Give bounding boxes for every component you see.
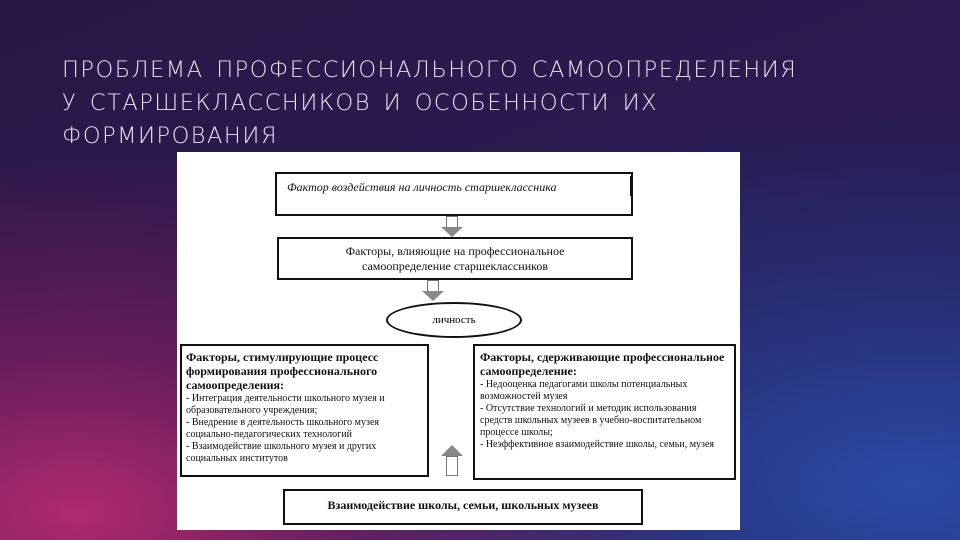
stimulating-item-2: - Внедрение в деятельность школьного музея социально-педагогических технологий — [186, 417, 379, 440]
restraining-item-2: - Отсутствие технологий и методик использования средств школьных музеев в учебно-воспитательном процессе школы; — [480, 403, 702, 438]
arrow-up-head — [441, 445, 463, 456]
stimulating-factors-heading: Факторы, стимулирующие процесс формирования профессионального самоопределения: — [186, 350, 379, 392]
restraining-item-3: - Неэффективное взаимодействие школы, семьи, музея — [480, 439, 715, 450]
impact-factor-text: Фактор воздействия на личность старшеклассника — [287, 180, 557, 194]
box-edge-mark — [630, 176, 635, 196]
restraining-factors-box — [473, 344, 736, 480]
restraining-factors-heading: Факторы, сдерживающие профессиональное самоопределение: — [480, 350, 725, 378]
diagram-panel — [177, 152, 740, 530]
arrow-down-2-head — [422, 291, 444, 301]
title-line-3: ФОРМИРОВАНИЯ — [62, 123, 278, 149]
arrow-down-1-head — [441, 227, 463, 237]
interaction-text: Взаимодействие школы, семьи, школьных музеев — [327, 498, 599, 512]
influencing-factors-box — [277, 237, 633, 280]
impact-factor-box — [275, 172, 633, 216]
influencing-factors-line-2: самоопределение старшеклассников — [361, 259, 549, 273]
interaction-box — [283, 489, 643, 525]
title-line-2: У СТАРШЕКЛАССНИКОВ И ОСОБЕННОСТИ ИХ — [62, 90, 659, 116]
personality-ellipse — [386, 302, 522, 338]
stimulating-factors-box — [180, 344, 429, 477]
title-line-1: ПРОБЛЕМА ПРОФЕССИОНАЛЬНОГО САМООПРЕДЕЛЕНИЯ — [62, 57, 798, 83]
personality-label: личность — [432, 314, 476, 326]
stimulating-item-1: - Интеграция деятельности школьного музея и образовательного учреждения; — [186, 393, 385, 416]
stimulating-item-3: - Взаимодействие школьного музея и других социальных институтов — [186, 441, 377, 464]
arrow-up-shaft — [446, 456, 458, 476]
restraining-item-1: - Недооценка педагогами школы потенциальных возможностей музея — [480, 379, 688, 402]
slide-title — [62, 54, 882, 153]
influencing-factors-line-1: Факторы, влияющие на профессиональное — [345, 244, 565, 258]
